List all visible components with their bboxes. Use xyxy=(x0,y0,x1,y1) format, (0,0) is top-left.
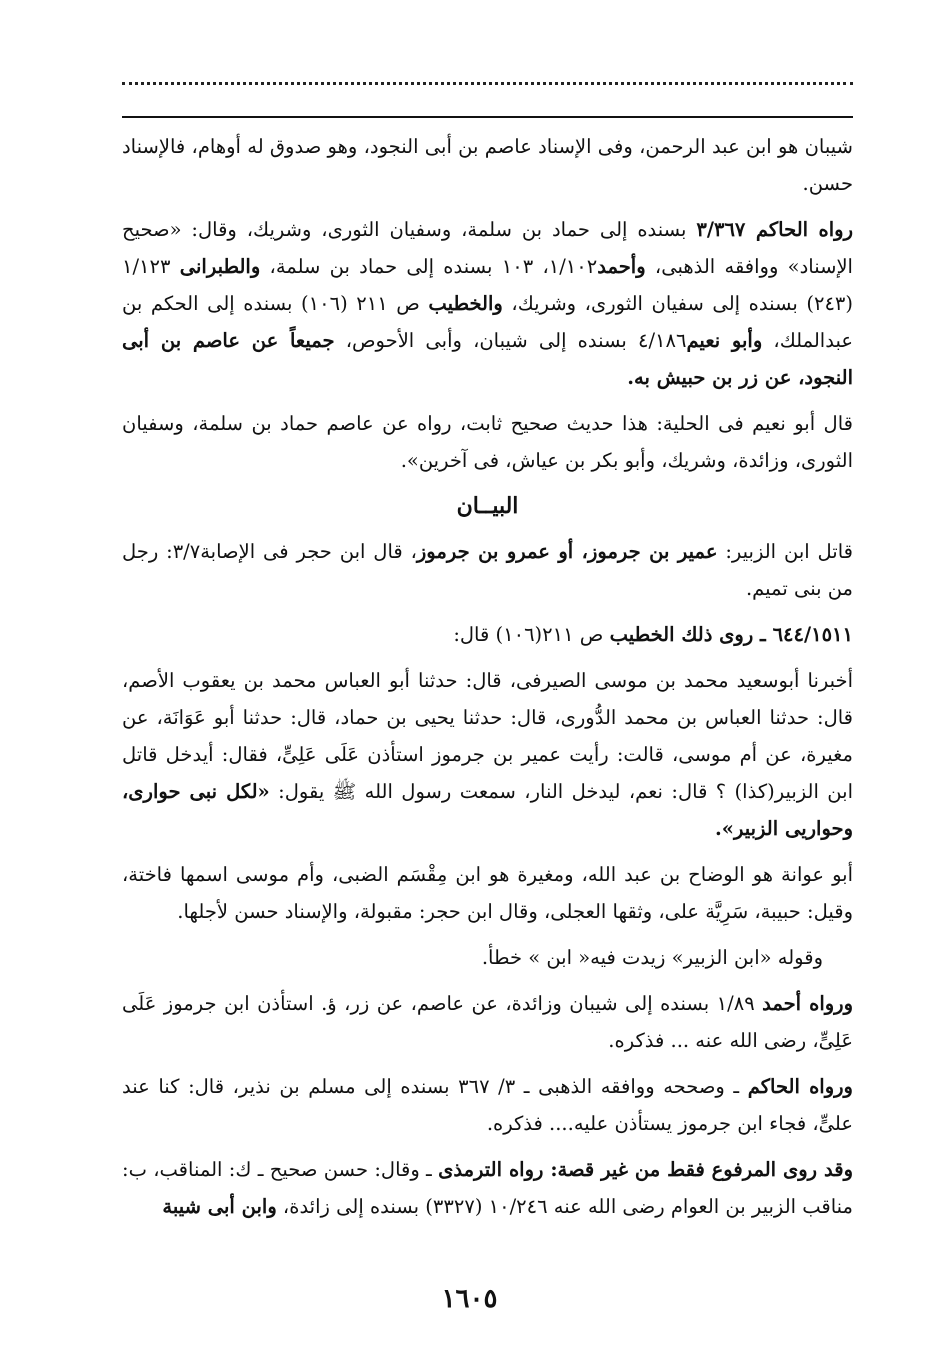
text-segment: قال أبو نعيم فى الحلية: هذا حديث صحيح ثابت، رواه عن عاصم حماد بن سلمة، وسفيان الثورى، وزائدة، وشريك، وأبو بكر بن عياش، فى آخرين». xyxy=(122,412,853,472)
bold-text-segment: وقد روى المرفوع فقط من غير قصة: رواه الترمذى xyxy=(438,1158,853,1181)
text-segment: ١/١٠٢، ١٠٣ بسنده إلى حماد بن سلمة، xyxy=(260,255,598,278)
text-segment: بسنده إلى حماد بن سلمة، وسفيان الثورى، وشريك، وقال: «صحيح الإسناد» ووافقه الذهبى، xyxy=(122,218,853,278)
section-heading: البيــان xyxy=(456,493,519,519)
text-segment: قاتل ابن الزبير: xyxy=(717,540,853,563)
text-segment: ص ٢١١ (١٠٦) بسنده إلى الحكم بن عبدالملك، xyxy=(122,292,853,352)
bold-text-segment: ٦٤٤/١٥١١ ـ روى ذلك الخطيب xyxy=(609,623,853,646)
horizontal-rule xyxy=(122,116,853,118)
bold-text-segment: رواه الحاكم ٣/٣٦٧ xyxy=(696,218,853,241)
bold-text-segment: جميعاً عن عاصم بن أبى النجود، عن زر بن حبيش به. xyxy=(122,329,853,389)
text-segment: ١/٨٩ بسنده إلى شيبان وزائدة، عن عاصم، عن زر، ؤ. استأذن ابن جرموز عَلَى عَلِىٍّ، رضى الله عنه ... فذكره. xyxy=(122,992,853,1052)
bold-text-segment: عمير بن جرموز، أو عمرو بن جرموز xyxy=(416,540,718,563)
dotted-separator xyxy=(122,82,853,93)
bold-text-segment: وأحمد xyxy=(597,255,646,278)
bold-text-segment: والطبرانى xyxy=(179,255,261,278)
text-segment: ٤/١٨٦ بسنده إلى شيبان، وأبى الأحوص، xyxy=(334,329,687,352)
paragraph xyxy=(122,856,853,930)
bold-text-segment: ورواه أحمد xyxy=(762,992,853,1015)
text-segment: وقوله «ابن الزبير» زيدت فيه« ابن » خطأ. xyxy=(481,946,823,969)
paragraph xyxy=(122,533,853,607)
text-segment: ص ٢١١(١٠٦) قال: xyxy=(453,623,610,646)
page-body xyxy=(122,128,853,1234)
text-block-1 xyxy=(122,128,853,479)
text-segment: ـ وقال: حسن صحيح ـ ك: المناقب، ب: مناقب الزبير بن العوام رضى الله عنه ١٠/٢٤٦ (٣٣٢٧) بسنده إلى زائدة، xyxy=(122,1158,853,1218)
text-segment: ، قال ابن حجر فى الإصابة٣/٧: رجل من بنى تميم. xyxy=(122,540,853,600)
paragraph xyxy=(122,616,853,653)
bold-text-segment: «لكل نبى حوارى، وحواريى الزبير». xyxy=(122,780,853,840)
paragraph xyxy=(122,939,853,976)
paragraph xyxy=(122,662,853,847)
paragraph xyxy=(122,1068,853,1142)
bold-text-segment: وابن أبى شيبة xyxy=(162,1195,277,1218)
text-segment: شيبان هو ابن عبد الرحمن، وفى الإسناد عاصم بن أبى النجود، وهو صدوق له أوهام، فالإسناد حسن. xyxy=(122,135,853,195)
bold-text-segment: ورواه الحاكم xyxy=(747,1075,853,1098)
text-block-2 xyxy=(122,533,853,1225)
text-segment: أخبرنا أبوسعيد محمد بن موسى الصيرفى، قال: حدثنا أبو العباس محمد بن يعقوب الأصم، قال: حدثنا العباس بن محمد الدُّورى، قال: حدثنا يحيى بن حماد، قال: حدثنا أبو عَوَانَة، عن مغيرة، عن أم موسى، قالت: رأيت عمير بن جرموز استأذن عَلَى عَلِىٍّ، فقال: أيدخل قاتل ابن الزبير(كذا) ؟ قال: نعم، ليدخل النار، سمعت رسول الله ﷺ يقول: xyxy=(122,669,853,803)
paragraph xyxy=(122,985,853,1059)
paragraph xyxy=(122,1151,853,1225)
text-segment: ـ وصححه ووافقه الذهبى ـ ٣/ ٣٦٧ بسنده إلى مسلم بن نذير، قال: كنا عند علىٍّ، فجاء ابن جرموز يستأذن عليه.... فذكره. xyxy=(122,1075,853,1135)
paragraph xyxy=(122,128,853,202)
paragraph xyxy=(122,405,853,479)
text-segment: ١/١٢٣ (٢٤٣) بسنده إلى سفيان الثورى، وشريك، xyxy=(122,255,853,315)
page-number: ١٦٠٥ xyxy=(441,1284,498,1314)
text-segment: أبو عوانة هو الوضاح بن عبد الله، ومغيرة هو ابن مِقْسَم الضبى، وأم موسى اسمها فاختة، وقيل: حبيبة، سَرِيَّة على، وثقها العجلى، وقال ابن حجر: مقبولة، والإسناد حسن لأجلها. xyxy=(122,863,853,923)
bold-text-segment: وأبو نعيم xyxy=(686,329,763,352)
bold-text-segment: والخطيب xyxy=(428,292,503,315)
paragraph xyxy=(122,211,853,396)
